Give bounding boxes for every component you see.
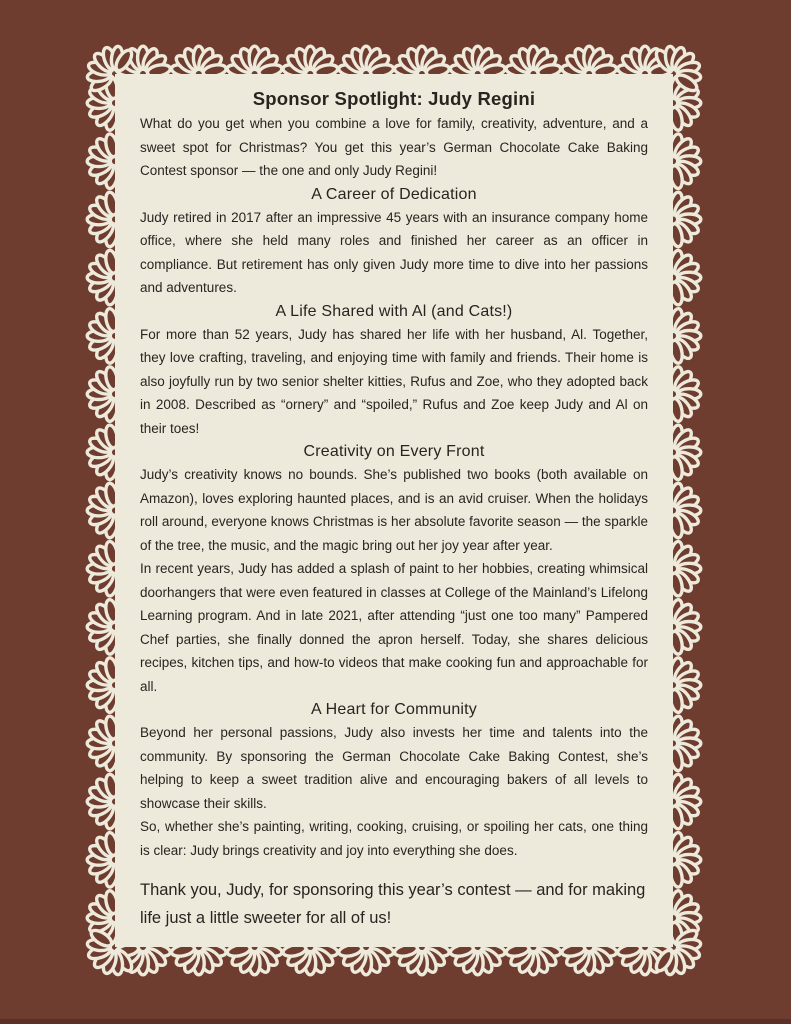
section-heading-career: A Career of Dedication (311, 185, 477, 203)
closing-paragraph: Thank you, Judy, for sponsoring this year’s contest — and for making life just a little sweeter for all of us! (140, 881, 646, 927)
community-paragraph-1: Beyond her personal passions, Judy also invests her time and talents into the community. By sponsoring the German Chocolate Cake Baking Contest, she’s helping to keep a sweet tradition alive and encouraging bakers of all levels to showcase their skills. (140, 725, 648, 811)
career-paragraph: Judy retired in 2017 after an impressive 45 years with an insurance company home office, where she held many roles and finished her career as an officer in compliance. But retirement has only given Judy more time to dive into her passions and adventures. (140, 209, 648, 295)
content-card (115, 74, 673, 947)
section-heading-life-shared: A Life Shared with Al (and Cats!) (275, 302, 513, 320)
life-shared-paragraph: For more than 52 years, Judy has shared her life with her husband, Al. Together, they love crafting, traveling, and enjoying time with family and friends. Their home is also joyfully run by two senior shelter kitties, Rufus and Zoe, who they adopted back in 2008. Described as “ornery” and “spoiled,” Rufus and Zoe keep Judy and Al on their toes! (140, 326, 648, 436)
creativity-paragraph-1: Judy’s creativity knows no bounds. She’s published two books (both available on Amazon), loves exploring haunted places, and is an avid cruiser. When the holidays roll around, everyone knows Christmas is her absolute favorite season — the sparkle of the tree, the music, and the magic bring out her joy year after year. (140, 467, 648, 553)
creativity-paragraph-2: In recent years, Judy has added a splash of paint to her hobbies, creating whimsical doorhangers that were even featured in classes at College of the Mainland’s Lifelong Learning program. And in late 2021, after attending “just one too many” Pampered Chef parties, she finally donned the apron herself. Today, she shares delicious recipes, kitchen tips, and how-to videos that make cooking fun and approachable for all. (140, 561, 648, 694)
section-heading-community: A Heart for Community (310, 701, 478, 718)
community-paragraph-2: So, whether she’s painting, writing, cooking, cruising, or spoiling her cats, one thing is clear: Judy brings creativity and joy into everything she does. (140, 819, 648, 858)
page-title: Sponsor Spotlight: Judy Regini (252, 88, 536, 109)
intro-paragraph: What do you get when you combine a love for family, creativity, adventure, and a sweet spot for Christmas? You get this year’s German Chocolate Cake Baking Contest sponsor — the one and only Judy Regini! (140, 116, 648, 178)
section-heading-creativity: Creativity on Every Front (303, 443, 485, 460)
